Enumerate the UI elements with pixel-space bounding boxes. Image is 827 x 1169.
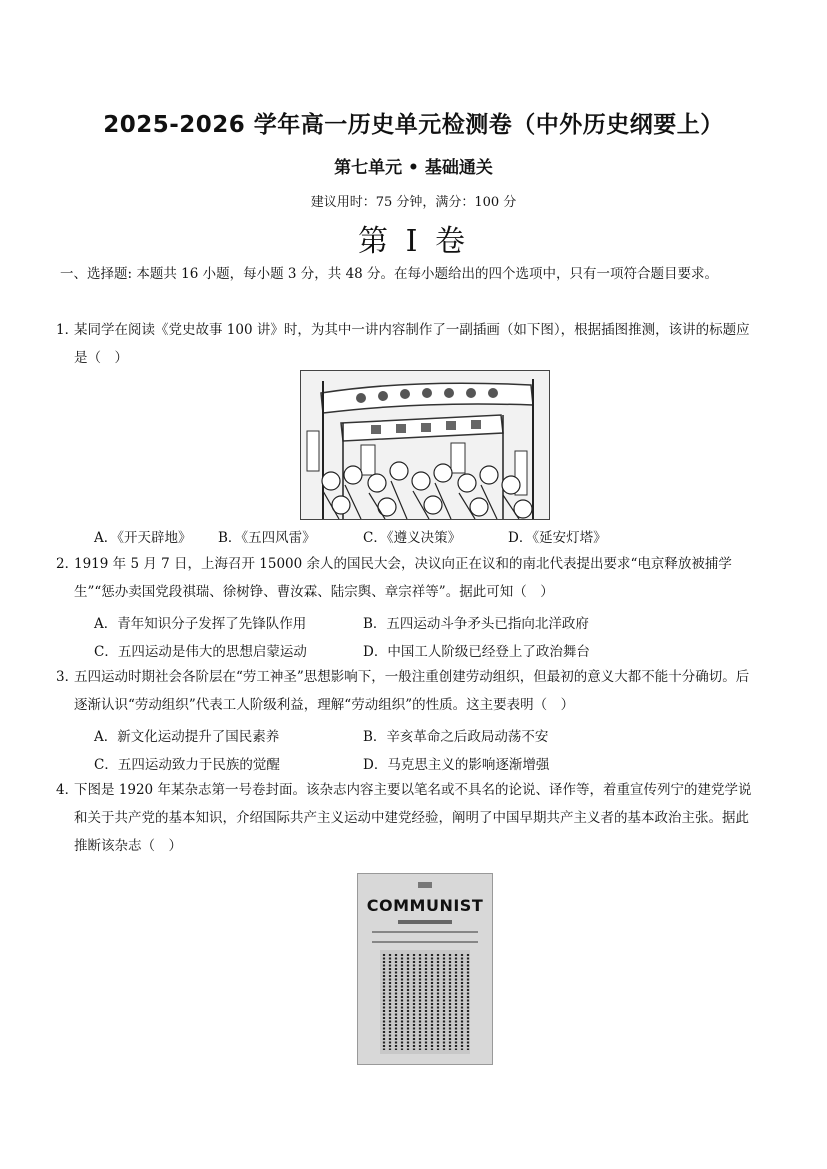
exam-title: 2025-2026 学年高一历史单元检测卷（中外历史纲要上）	[103, 112, 724, 138]
option-3-B: B．辛亥革命之后政局动荡不安	[363, 729, 549, 745]
question-stem: 1919 年 5 月 7 日，上海召开 15000 余人的国民大会，决议向正在议和的南北代表提出要求“电京释放被捕学生”“惩办卖国党段祺瑞、徐树铮、曹汝霖、陆宗舆、章宗祥等”。据此可知（ ）	[74, 556, 732, 600]
volume-heading: 第 I 卷	[358, 224, 469, 259]
question-2	[56, 550, 758, 606]
option-3-C: C．五四运动致力于民族的觉醒	[94, 757, 280, 773]
procession-illustration	[300, 370, 550, 520]
unit-subtitle: 第七单元 • 基础通关	[334, 158, 493, 178]
question-number: 3．	[56, 669, 79, 685]
question-number: 2．	[56, 556, 79, 572]
question-stem: 下图是 1920 年某杂志第一号卷封面。该杂志内容主要以笔名或不具名的论说、译作等，着重宣传列宁的建党学说和关于共产党的基本知识，介绍国际共产主义运动中建党经验，阐明了中国早期共产主义者的基本政治主张。据此推断该杂志（ ）	[74, 782, 752, 854]
question-number: 1．	[56, 322, 79, 338]
option-1-A: A．《开天辟地》	[94, 530, 192, 546]
option-1-B: B．《五四风雷》	[218, 530, 316, 546]
magazine-title: COMMUNIST	[366, 896, 484, 915]
question-4	[56, 776, 758, 860]
section-instruction: 一、选择题: 本题共 16 小题，每小题 3 分，共 48 分。在每小题给出的四个选项中，只有一项符合题目要求。	[60, 266, 719, 282]
magazine-cover-image	[357, 873, 493, 1065]
option-3-D: D．马克思主义的影响逐渐增强	[363, 757, 550, 773]
option-1-D: D．《延安灯塔》	[508, 530, 607, 546]
option-2-A: A．青年知识分子发挥了先锋队作用	[94, 616, 307, 632]
question-stem: 五四运动时期社会各阶层在“劳工神圣”思想影响下，一般注重创建劳动组织，但最初的意义大都不能十分确切。后逐渐认识“劳动组织”代表工人阶级利益，理解“劳动组织”的性质。这主要表明（ ）	[74, 669, 750, 713]
option-1-C: C．《遵义决策》	[363, 530, 462, 546]
option-2-C: C．五四运动是伟大的思想启蒙运动	[94, 644, 307, 660]
option-2-B: B．五四运动斗争矛头已指向北洋政府	[363, 616, 589, 632]
question-3	[56, 663, 758, 719]
question-number: 4．	[56, 782, 79, 798]
question-stem: 某同学在阅读《党史故事 100 讲》时，为其中一讲内容制作了一副插画（如下图），根据插图推测，该讲的标题应是（ ）	[74, 322, 750, 366]
question-1	[56, 316, 758, 372]
time-score-info: 建议用时：75 分钟，满分：100 分	[310, 195, 517, 210]
option-2-D: D．中国工人阶级已经登上了政治舞台	[363, 644, 590, 660]
option-3-A: A．新文化运动提升了国民素养	[94, 729, 280, 745]
crowd-banner-drawing	[301, 371, 549, 519]
magazine-cover-drawing	[358, 874, 492, 1064]
